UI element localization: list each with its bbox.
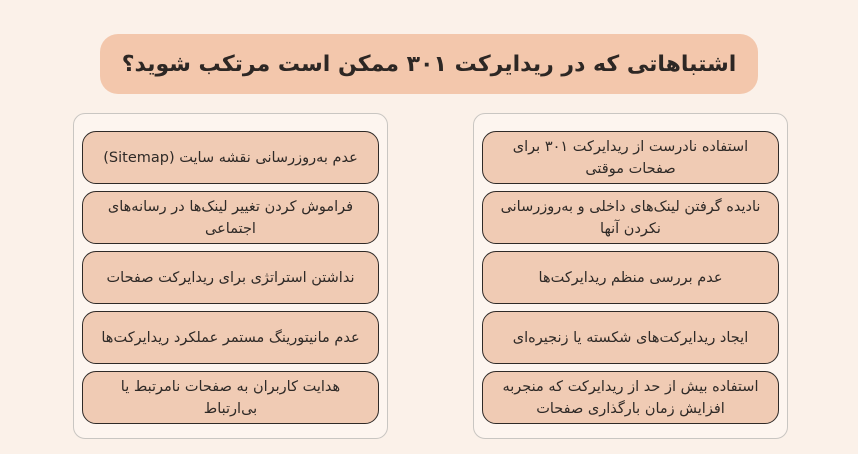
mistake-text: عدم به‌روزرسانی نقشه سایت (Sitemap) [103, 149, 358, 166]
mistake-text: نادیده گرفتن لینک‌های داخلی و به‌روزرسانی نکردن آنها [500, 198, 761, 237]
mistake-box [482, 311, 779, 364]
mistake-box [82, 251, 379, 304]
mistake-box [482, 131, 779, 184]
mistake-text: نداشتن استراتژی برای ریدایرکت صفحات [106, 269, 355, 286]
diagram-title: اشتباهاتی که در ریدایرکت ۳۰۱ ممکن است مرتکب شوید؟ [121, 51, 737, 77]
mistake-box [482, 191, 779, 244]
right-column [473, 113, 788, 439]
mistake-box [82, 131, 379, 184]
mistake-box [82, 191, 379, 244]
mistake-box [482, 371, 779, 424]
title-box [100, 34, 758, 94]
mistake-text: هدایت کاربران به صفحات نامرتبط یا بی‌ارتباط [120, 378, 341, 417]
mistake-text: فراموش کردن تغییر لینک‌ها در رسانه‌های اجتماعی [107, 198, 354, 237]
left-column [73, 113, 388, 439]
mistake-text: عدم مانیتورینگ مستمر عملکرد ریدایرکت‌ها [101, 329, 360, 346]
mistake-text: استفاده نادرست از ریدایرکت ۳۰۱ برای صفحات موقتی [512, 138, 749, 177]
mistake-box [82, 311, 379, 364]
mistake-text: استفاده بیش از حد از ریدایرکت که منجربه افزایش زمان بارگذاری صفحات [502, 378, 759, 417]
mistake-text: عدم بررسی منظم ریدایرکت‌ها [538, 269, 723, 286]
mistake-box [82, 371, 379, 424]
mistake-box [482, 251, 779, 304]
mistake-text: ایجاد ریدایرکت‌های شکسته یا زنجیره‌ای [512, 329, 749, 346]
